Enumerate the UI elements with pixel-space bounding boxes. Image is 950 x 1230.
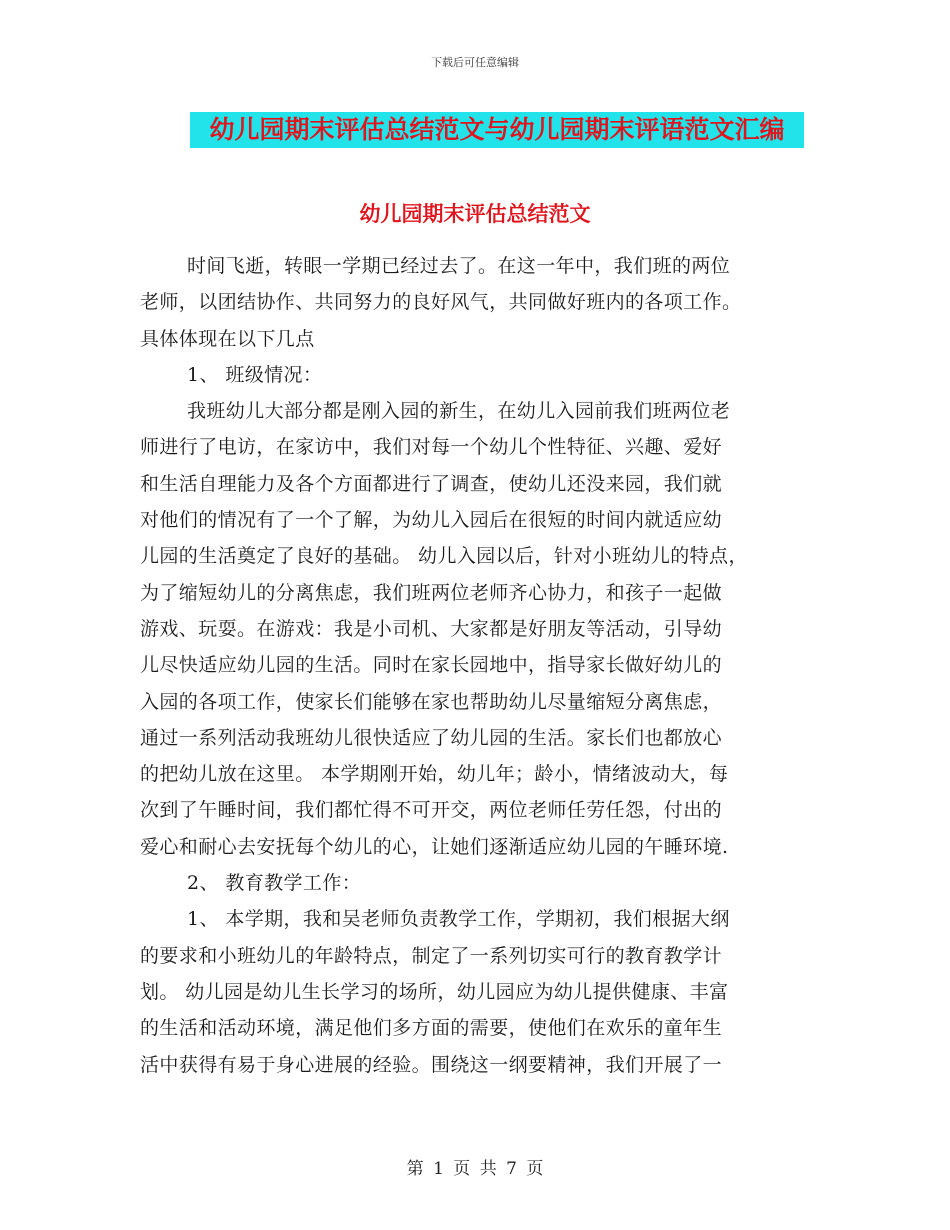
list-heading: 2、 教育教学工作： — [187, 872, 362, 895]
paragraph-line: 活中获得有易于身心进展的经验。围绕这一纲要精神，我们开展了一 — [140, 1053, 723, 1076]
paragraph-line: 我班幼儿大部分都是刚入园的新生，在幼儿入园前我们班两位老 — [187, 400, 731, 423]
paragraph-line: 老师，以团结协作、共同努力的良好风气，共同做好班内的各项工作。 — [140, 291, 742, 314]
paragraph-line: 次到了午睡时间，我们都忙得不可开交，两位老师任劳任怨，付出的 — [140, 799, 723, 822]
paragraph-line: 的把幼儿放在这里。 本学期刚开始，幼儿年；龄小，情绪波动大，每 — [140, 763, 729, 786]
paragraph-line: 儿尽快适应幼儿园的生活。同时在家长园地中，指导家长做好幼儿的 — [140, 654, 723, 677]
header-note: 下载后可任意编辑 — [431, 56, 519, 69]
paragraph-line: 师进行了电访，在家访中，我们对每一个幼儿个性特征、兴趣、爱好 — [140, 436, 723, 459]
list-heading: 1、 班级情况： — [187, 363, 323, 386]
document-title: 幼儿园期末评估总结范文与幼儿园期末评语范文汇编 — [209, 115, 785, 144]
paragraph-line: 入园的各项工作，使家长们能够在家也帮助幼儿尽量缩短分离焦虑， — [140, 690, 723, 713]
body-text — [140, 248, 820, 1083]
paragraph-line: 具体体现在以下几点 — [140, 327, 315, 350]
section-title: 幼儿园期末评估总结范文 — [359, 202, 591, 226]
paragraph-line: 时间飞逝，转眼一学期已经过去了。在这一年中，我们班的两位 — [187, 255, 731, 277]
paragraph-line: 游戏、玩耍。在游戏：我是小司机、大家都是好朋友等活动，引导幼 — [140, 617, 723, 640]
paragraph-line: 的要求和小班幼儿的年龄特点，制定了一系列切实可行的教育教学计 — [140, 944, 723, 967]
paragraph-line: 1、 本学期，我和吴老师负责教学工作，学期初，我们根据大纲 — [187, 908, 730, 931]
paragraph-line: 划。 幼儿园是幼儿生长学习的场所，幼儿园应为幼儿提供健康、丰富 — [140, 980, 729, 1003]
paragraph-line: 对他们的情况有了一个了解，为幼儿入园后在很短的时间内就适应幼 — [140, 509, 723, 532]
paragraph-line: 和生活自理能力及各个方面都进行了调查，使幼儿还没来园，我们就 — [140, 472, 723, 495]
paragraph-line: 为了缩短幼儿的分离焦虑，我们班两位老师齐心协力，和孩子一起做 — [140, 581, 723, 604]
paragraph-line: 通过一系列活动我班幼儿很快适应了幼儿园的生活。家长们也都放心 — [140, 726, 723, 749]
paragraph-line: 的生活和活动环境，满足他们多方面的需要，使他们在欢乐的童年生 — [140, 1017, 723, 1040]
paragraph-line: 儿园的生活奠定了良好的基础。 幼儿入园以后，针对小班幼儿的特点， — [140, 545, 748, 568]
page-footer: 第 1 页 共 7 页 — [406, 1159, 544, 1179]
paragraph-line: 爱心和耐心去安抚每个幼儿的心，让她们逐渐适应幼儿园的午睡环境. — [140, 835, 729, 858]
